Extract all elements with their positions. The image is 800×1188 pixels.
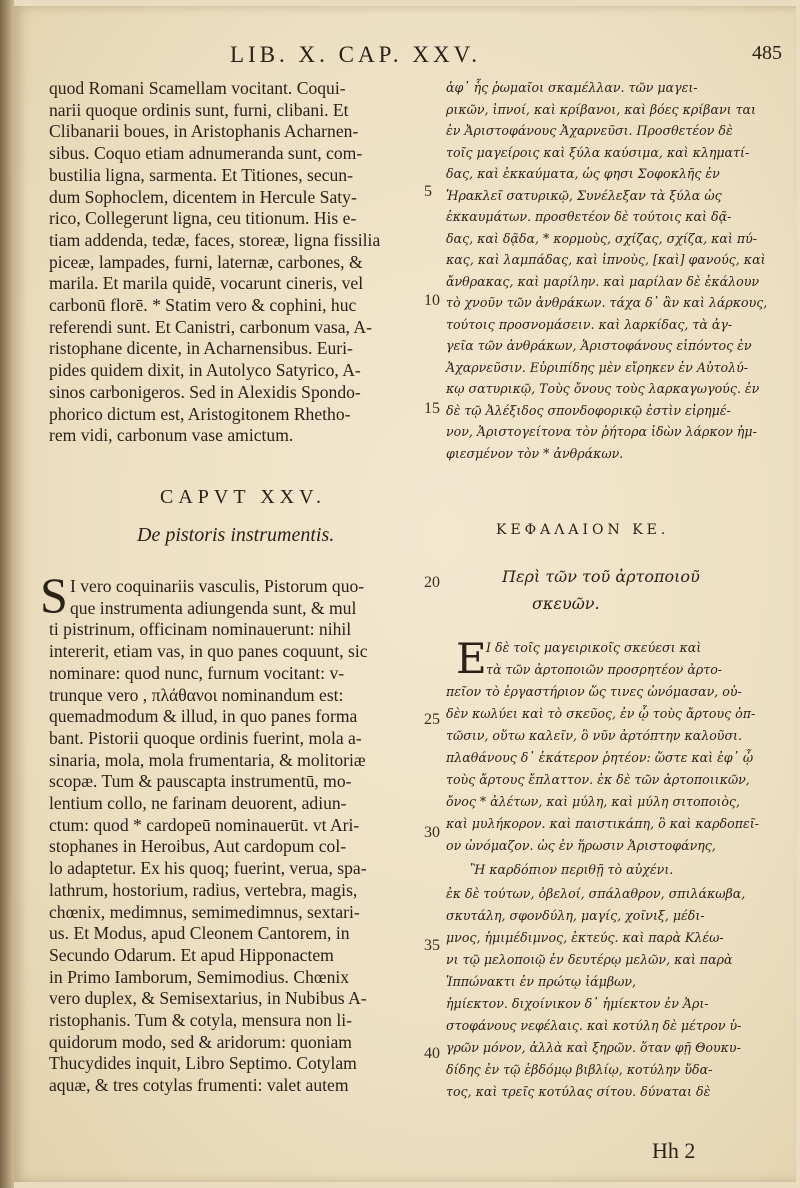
- greek-line: τὰ τῶν ἀρτοποιῶν προσρητέον ἀρτο-: [486, 662, 723, 677]
- signature-mark: Hh 2: [652, 1138, 696, 1163]
- greek-line: γρῶν μόνον, ἀλλὰ καὶ ξηρῶν. ὅταν φῇ Θουκυ-: [446, 1040, 741, 1055]
- greek-line: σκυτάλη, σφονδύλη, μαγίς, χοῖνιξ, μέδι-: [446, 908, 705, 923]
- latin-line: us. Et Modus, apud Cleonem Cantorem, in: [49, 923, 350, 944]
- latin-line: chœnix, medimnus, semimedimnus, sextari-: [49, 901, 360, 922]
- line-number: 10: [424, 292, 440, 309]
- latin-line: dum Sophoclem, dicentem in Hercule Saty-: [49, 186, 357, 207]
- greek-line: ἄνθρακας, καὶ μαρίλην. καὶ μαρίλαν δὲ ἐκάλουν: [446, 273, 760, 289]
- greek-line: νι τῷ μελοποιῷ ἐν δευτέρῳ μελῶν, καὶ παρὰ: [446, 952, 733, 967]
- latin-line: carbonū florē. * Statim vero & cophini, huc: [49, 295, 357, 315]
- latin-line: Secundo Odarum. Et apud Hipponactem: [49, 944, 334, 965]
- greek-line: ἐκ δὲ τούτων, ὀβελοί, σπάλαθρον, σπιλάκωβα,: [446, 886, 746, 901]
- page-number: 485: [752, 42, 782, 64]
- line-number: 30: [424, 824, 440, 841]
- greek-line: καὶ μυλήκορον. καὶ παιστικάπη, ὃ καὶ καρδοπεῖ-: [446, 816, 759, 831]
- greek-line: τοὺς ἄρτους ἔπλαττον. ἐκ δὲ τῶν ἀρτοποιικῶν,: [446, 772, 750, 787]
- greek-line: τὸ χνοῦν τῶν ἀνθράκων. τάχα δ᾽ ἂν καὶ λάρκους,: [446, 295, 768, 310]
- greek-line: τοῖς μαγείροις καὶ ξύλα καύσιμα, καὶ κληματί-: [446, 144, 750, 160]
- latin-line: narii quoque ordinis sunt, furni, clibani. Et: [49, 99, 349, 120]
- latin-chapter-subtitle: De pistoris instrumentis.: [137, 524, 335, 546]
- line-number: 25: [424, 711, 440, 728]
- latin-line: piceæ, lampades, furni, laternæ, carbones, &: [49, 251, 363, 272]
- latin-line: aquæ, & tres cotylas frumenti: valet autem: [49, 1075, 349, 1096]
- greek-line: Ἡρακλεῖ σατυρικῷ, Συνέλεξαν τὰ ξύλα ὡς: [446, 187, 722, 203]
- greek-line: στοφάνους νεφέλαις. καὶ κοτύλη δὲ μέτρον ὑ-: [446, 1018, 742, 1033]
- latin-drop-cap: S: [40, 567, 68, 623]
- greek-line: ὄνος * ἀλέτων, καὶ μύλη, καὶ μύλη σιτοποιὸς,: [446, 794, 740, 809]
- latin-chapter-title: CAPVT XXV.: [160, 486, 326, 508]
- latin-line: pides quidem dixit, in Autolyco Satyrico, A-: [49, 360, 361, 381]
- latin-line: scopæ. Tum & pauscapta instrumentū, mo-: [49, 771, 352, 792]
- greek-line: τούτοις προσνομάσειν. καὶ λαρκίδας, τὰ ἀγ-: [446, 316, 733, 332]
- latin-line: quidorum modo, sed & aridorum: quoniam: [49, 1031, 352, 1052]
- greek-verse-line: Ἢ καρδόπιον περιθῇ τὸ αὐχένι.: [470, 862, 674, 877]
- greek-line: πλαθάνους δ᾽ ἑκάτερον ῥητέον: ὥστε καὶ ἐφ᾽ ᾧ: [446, 750, 754, 765]
- latin-line: referendi sunt. Et Canistri, carbonum vasa, A-: [49, 316, 372, 337]
- greek-chapter-subtitle-continued: σκευῶν.: [532, 594, 600, 613]
- greek-line: φιεσμένον τὸν * ἀνθράκων.: [446, 445, 624, 461]
- latin-line: rico, Collegerunt ligna, ceu titionum. His e-: [49, 208, 357, 229]
- latin-line: vero duplex, & Semisextarius, in Nubibus A-: [49, 988, 367, 1009]
- latin-line: sinos carbonigeros. Sed in Alexidis Spondo-: [49, 381, 361, 402]
- greek-chapter-title: ΚΕΦΑΛΑΙΟΝ ΚΕ.: [496, 522, 670, 538]
- latin-line: nominare: quod nunc, furnum vocitant: v-: [49, 662, 345, 683]
- line-number: 5: [424, 183, 432, 200]
- greek-drop-cap: Ε: [456, 634, 487, 683]
- latin-line: ti pistrinum, officinam nominauerunt: nihil: [49, 619, 352, 640]
- latin-line: ctum: quod * cardopeū nominauerūt. vt Ari-: [49, 814, 360, 835]
- greek-line: Ἱππώνακτι ἐν πρώτῳ ἰάμβων,: [446, 974, 637, 989]
- greek-line: πεῖον τὸ ἐργαστήριον ὥς τινες ὠνόμασαν, οὐ-: [446, 684, 742, 699]
- latin-line: I vero coquinariis vasculis, Pistorum quo-: [70, 576, 365, 596]
- greek-line: δας, καὶ ἐκκαύματα, ὡς φησι Σοφοκλῆς ἐν: [446, 166, 720, 181]
- latin-line: lo adaptetur. Ex his quoq; fuerint, verua, spa-: [49, 858, 367, 879]
- latin-line: lentium collo, ne farinam deuorent, adiun-: [49, 793, 347, 813]
- latin-line: quemadmodum & illud, in quo panes forma: [49, 706, 358, 727]
- greek-line: δὲ τῷ Ἀλέξιδος σπονδοφορικῷ ἐστὶν εἰρημέ-: [446, 402, 731, 418]
- latin-line: sibus. Coquo etiam adnumeranda sunt, com-: [49, 143, 363, 164]
- greek-line: Ἀχαρνεῦσιν. Εὐριπίδης μὲν εἴρηκεν ἐν Αὐτολύ-: [446, 359, 749, 375]
- greek-line: ἡμίεκτον. διχοίνικον δ᾽ ἡμίεκτον ἐν Ἀρι-: [446, 996, 709, 1011]
- greek-line: νον, Ἀριστογείτονα τὸν ῥήτορα ἰδὼν λάρκον ἠμ-: [446, 424, 757, 439]
- latin-line: bustilia ligna, sarmenta. Et Titiones, secun-: [49, 164, 353, 185]
- greek-line: κῳ σατυρικῷ, Τοὺς ὄνους τοὺς λαρκαγωγούς. ἐν: [446, 381, 760, 396]
- latin-line: phorico dictum est, Aristogitonem Rhetho-: [49, 403, 351, 424]
- greek-line: τος, καὶ τρεῖς κοτύλας σίτου. δύναται δὲ: [446, 1084, 711, 1099]
- running-title: LIB. X. CAP. XXV.: [230, 42, 481, 67]
- greek-line: ρικῶν, ἰπνοί, καὶ κρίβανοι, καὶ βόες κρίβανι ται: [446, 101, 756, 117]
- latin-line: quod Romani Scamellam vocitant. Coqui-: [49, 78, 346, 98]
- greek-line: Ι δὲ τοῖς μαγειρικοῖς σκεύεσι καὶ: [486, 640, 702, 655]
- latin-line: stophanes in Heroibus, Aut cardopum col-: [49, 836, 347, 857]
- line-number: 35: [424, 937, 440, 954]
- latin-line: tiam addenda, tedæ, faces, storeæ, ligna fissilia: [49, 229, 381, 250]
- latin-line: in Primo Iamborum, Semimodius. Chœnix: [49, 966, 350, 987]
- greek-chapter-subtitle: Περὶ τῶν τοῦ ἀρτοποιοῦ: [502, 567, 700, 586]
- line-number: 20: [424, 574, 440, 591]
- greek-line: τῶσιν, οὕτω καλεῖν, ὃ νῦν ἀρτόπτην καλοῦσι.: [446, 728, 742, 743]
- latin-line: trunque vero , πλάθανοι nominandum est:: [49, 684, 344, 705]
- line-number: 40: [424, 1045, 440, 1062]
- latin-line: ristophanis. Tum & cotyla, mensura non li-: [49, 1010, 352, 1030]
- greek-line: κας, καὶ λαμπάδας, καὶ ἰπνοὺς, [καὶ] φανούς, καὶ: [446, 252, 766, 267]
- greek-line: δίδης ἐν τῷ ἑβδόμῳ βιβλίῳ, κοτύλην ὕδα-: [446, 1062, 713, 1077]
- latin-line: intererit, etiam vas, in quo panes coquunt, sic: [49, 641, 368, 662]
- latin-line: rem vidi, carbonum vase amictum.: [49, 425, 294, 446]
- greek-line: γεῖα τῶν ἀνθράκων, Ἀριστοφάνους εἰπόντος ἐν: [446, 338, 752, 353]
- latin-line: que instrumenta adiungenda sunt, & mul: [70, 597, 357, 618]
- latin-line: Thucydides inquit, Libro Septimo. Cotylam: [49, 1053, 357, 1074]
- greek-line: μνος, ἡμιμέδιμνος, ἑκτεύς. καὶ παρὰ Κλέω-: [446, 930, 724, 945]
- latin-line: Clibanarii boues, in Aristophanis Acharnen-: [49, 121, 359, 142]
- greek-line: ἐκκαυμάτων. προσθετέον δὲ τούτοις καὶ δᾷ-: [446, 209, 732, 224]
- greek-line: ον ὠνόμαζον. ὡς ἐν ἥρωσιν Ἀριστοφάνης,: [446, 838, 716, 853]
- greek-line: ἐν Ἀριστοφάνους Ἀχαρνεῦσι. Προσθετέον δὲ: [446, 123, 733, 138]
- line-number: 15: [424, 400, 440, 417]
- latin-line: sinaria, mola, mola frumentaria, & molitoriæ: [49, 749, 366, 770]
- latin-line: lathrum, hostorium, radius, vertebra, magis,: [49, 879, 358, 900]
- greek-line: δὲν κωλύει καὶ τὸ σκεῦος, ἐν ᾧ τοὺς ἄρτους ὀπ-: [446, 706, 756, 721]
- latin-line: bant. Pistorii quoque ordinis fuerint, mola a-: [49, 727, 362, 748]
- greek-line: ἀφ᾽ ἧς ῥωμαῖοι σκαμέλλαν. τῶν μαγει-: [446, 80, 698, 95]
- latin-line: ristophane dicente, in Acharnensibus. Euri-: [49, 338, 353, 359]
- latin-line: marila. Et marila quidē, vocarunt cineris, vel: [49, 273, 364, 294]
- book-gutter-shadow: [0, 0, 14, 1188]
- greek-line: δας, καὶ δᾷδα, * κορμοὺς, σχίζας, σχίζα, καὶ πύ-: [446, 230, 758, 246]
